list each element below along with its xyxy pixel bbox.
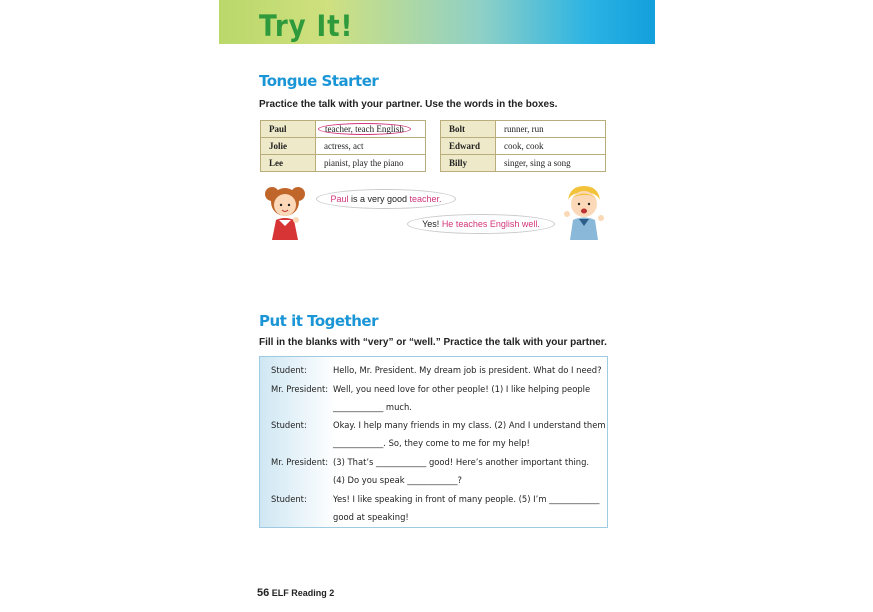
dialog-text: Hello, Mr. President. My dream job is president. What do I need? xyxy=(333,365,602,375)
title-banner xyxy=(219,0,655,44)
table-value-cell xyxy=(316,121,426,138)
dialog-speaker: Student: xyxy=(271,494,307,504)
table-row xyxy=(441,155,606,172)
table-row xyxy=(441,121,606,138)
table-value-cell: actress, act xyxy=(316,138,426,155)
bubble-answer: teacher. xyxy=(409,194,442,204)
table-row xyxy=(441,138,606,155)
girl-speech-bubble xyxy=(316,189,456,209)
book-title: ELF Reading 2 xyxy=(271,588,335,598)
dialog-speaker: Mr. President: xyxy=(271,457,329,467)
bubble-name: Paul xyxy=(330,194,349,204)
dialog-text: Okay. I help many friends in my class. (2) And I understand them xyxy=(333,420,606,430)
table-name-cell: Billy xyxy=(441,155,496,172)
table-value-cell: singer, sing a song xyxy=(496,155,606,172)
table-value-cell: pianist, play the piano xyxy=(316,155,426,172)
table-row xyxy=(261,138,426,155)
table-name-cell: Bolt xyxy=(441,121,496,138)
dialog-text: ____________. So, they come to me for my help! xyxy=(333,438,530,448)
table-row xyxy=(261,155,426,172)
dialog-speaker: Mr. President: xyxy=(271,384,329,394)
dialog-text: Well, you need love for other people! (1) I like helping people xyxy=(333,384,591,394)
dialog-text: good at speaking! xyxy=(333,512,409,522)
boy-illustration xyxy=(560,184,608,240)
put-it-together-instruction: Fill in the blanks with “very” or “well.” Practice the talk with your partner. xyxy=(259,337,607,348)
girl-illustration xyxy=(262,182,308,240)
table-value-cell: cook, cook xyxy=(496,138,606,155)
boy-speech-bubble xyxy=(407,214,555,234)
dialog-text: (3) That’s ____________ good! Here’s another important thing. xyxy=(333,457,590,467)
table-name-cell: Paul xyxy=(261,121,316,138)
dialog-text: (4) Do you speak ____________? xyxy=(333,475,462,485)
word-table-left xyxy=(260,120,426,172)
dialog-text: Yes! I like speaking in front of many people. (5) I’m ____________ xyxy=(333,494,600,504)
tongue-starter-heading: Tongue Starter xyxy=(259,72,379,90)
page-footer xyxy=(257,587,334,599)
table-row xyxy=(261,121,426,138)
table-name-cell: Lee xyxy=(261,155,316,172)
put-it-together-heading: Put it Together xyxy=(259,312,378,330)
page-title: Try It! xyxy=(259,9,354,43)
bubble-text: Yes! xyxy=(422,219,442,229)
page-number: 56 xyxy=(257,587,270,599)
bubble-text: is a very good xyxy=(348,194,410,204)
dialog-box xyxy=(259,356,608,528)
dialog-speaker: Student: xyxy=(271,365,307,375)
table-name-cell: Jolie xyxy=(261,138,316,155)
word-table-right xyxy=(440,120,606,172)
dialog-speaker: Student: xyxy=(271,420,307,430)
bubble-answer: He teaches English well. xyxy=(441,219,540,229)
tongue-starter-instruction: Practice the talk with your partner. Use the words in the boxes. xyxy=(259,99,558,110)
table-name-cell: Edward xyxy=(441,138,496,155)
circled-example: teacher, teach English xyxy=(318,123,411,135)
dialog-text: ____________ much. xyxy=(333,402,412,412)
table-value-cell: runner, run xyxy=(496,121,606,138)
